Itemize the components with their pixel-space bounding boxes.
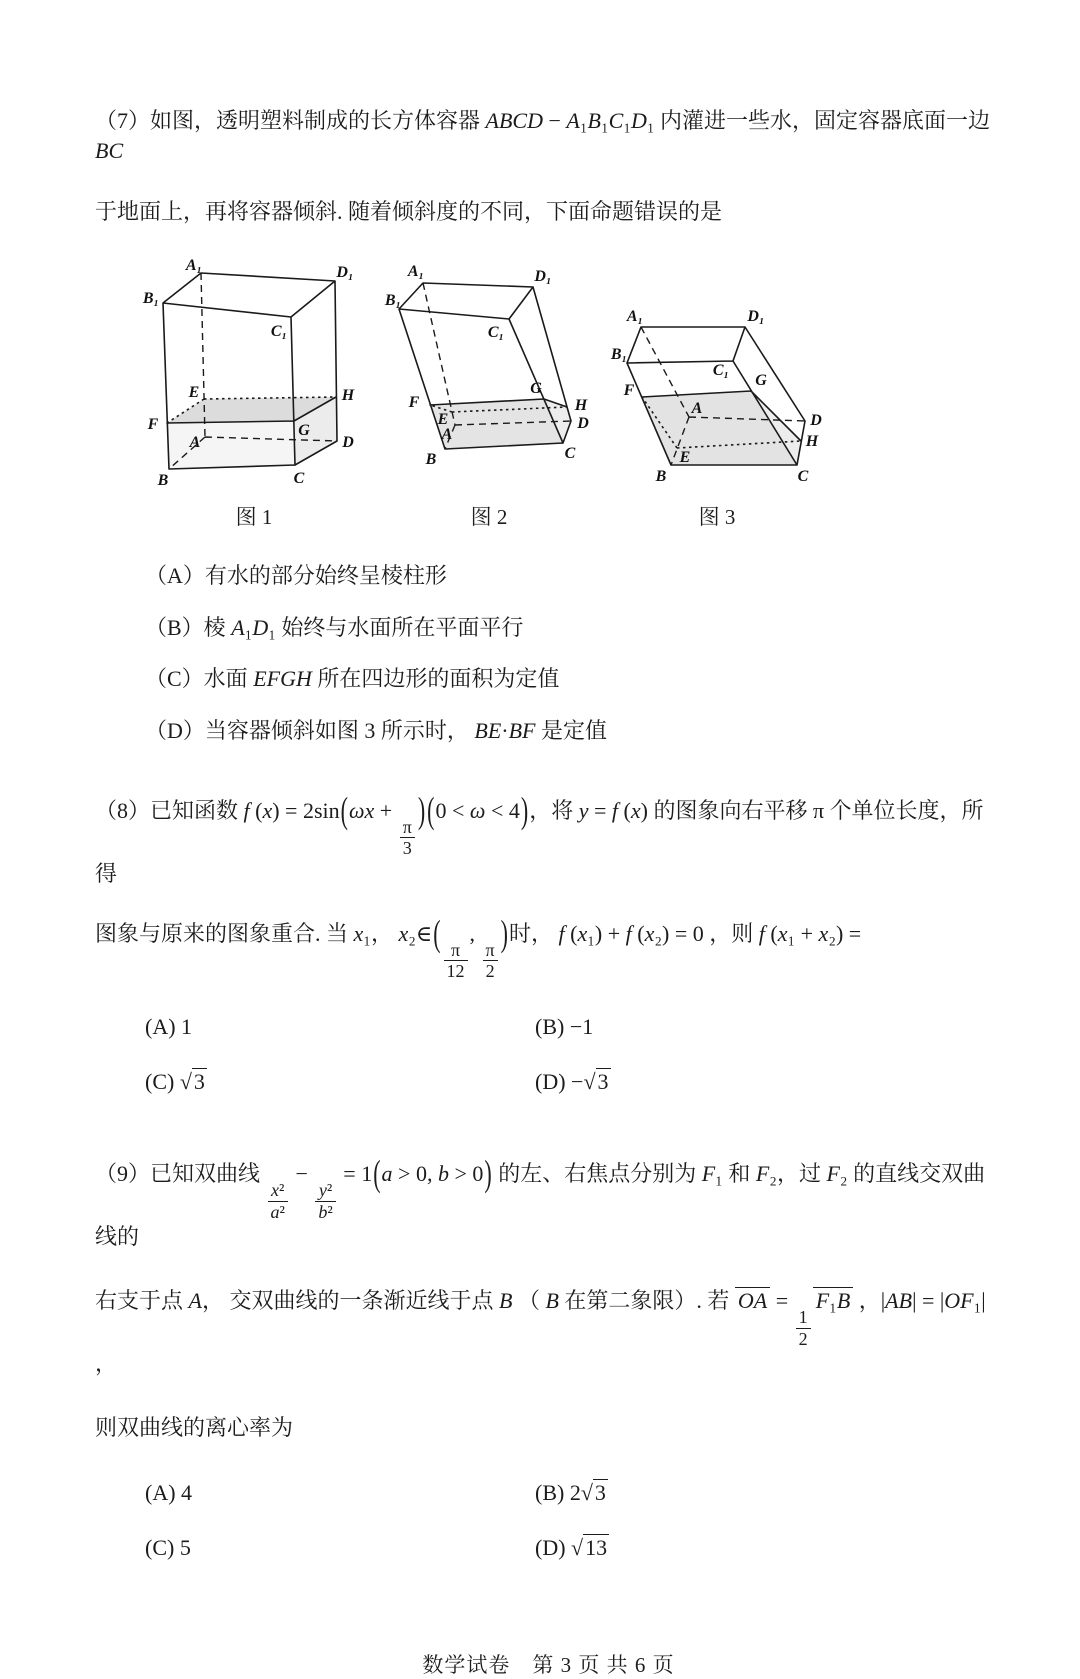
vertex-label-f: F xyxy=(147,416,159,434)
figure-1 xyxy=(139,257,369,531)
question-7-line-2: 于地面上，再将容器倾斜. 随着倾斜度的不同，下面命题错误的是 xyxy=(95,198,723,224)
vertex-label-e: E xyxy=(188,384,200,402)
option-9-b: (B) 2√3 xyxy=(535,1479,606,1505)
question-7 xyxy=(95,106,1002,746)
vertex-label-b1: B₁ xyxy=(142,290,160,308)
figure-2-caption: 图 2 xyxy=(470,505,508,530)
question-7-options xyxy=(95,561,1002,746)
vertex-label-c1: C₁ xyxy=(270,323,288,341)
vertex-label-d: D xyxy=(810,412,822,430)
figure-1-drawing xyxy=(139,257,369,489)
figure-1-caption: 图 1 xyxy=(235,505,273,530)
figure-3-caption: 图 3 xyxy=(698,505,736,530)
option-8-c: (C) √3 xyxy=(145,1069,205,1095)
figure-2 xyxy=(383,257,595,531)
vertex-label-h: H xyxy=(574,397,588,415)
figure-2-drawing xyxy=(383,257,595,489)
option-9-d: (D) √13 xyxy=(535,1535,608,1561)
vertex-label-b: B xyxy=(157,472,169,490)
question-8-options xyxy=(95,1012,1002,1097)
figure-3 xyxy=(609,307,825,531)
question-9-options xyxy=(95,1478,1002,1563)
option-8-a: (A) 1 xyxy=(145,1013,193,1039)
vertex-label-c1: C₁ xyxy=(487,324,505,342)
vertex-label-a1: A₁ xyxy=(626,308,644,326)
vertex-label-e: E xyxy=(679,449,691,467)
vertex-label-b: B xyxy=(425,451,437,469)
vertex-label-b: B xyxy=(655,468,667,486)
vertex-label-d1: D₁ xyxy=(534,268,552,286)
vertex-label-f: F xyxy=(623,382,635,400)
vertex-label-c: C xyxy=(564,445,576,463)
vertex-label-c1: C₁ xyxy=(712,362,730,380)
question-8 xyxy=(95,788,1002,1097)
option-9-c: (C) 5 xyxy=(145,1535,191,1561)
box-top-face xyxy=(627,327,745,363)
question-9-line-2: 右支于点 A， 交双曲线的一条渐近线于点 B （ B 在第二象限）. 若 OA = $\frac{1}{2}$ F₁B ，|AB| = |OF₁| ， xyxy=(95,1288,986,1376)
vertex-label-b1: B₁ xyxy=(610,346,628,364)
option-7-b: （B）棱 A₁D₁ 始终与水面所在平面平行 xyxy=(145,614,524,640)
vertex-label-a: A xyxy=(691,400,703,418)
option-8-d: (D) −√3 xyxy=(535,1069,609,1095)
option-7-a: （A）有水的部分始终呈棱柱形 xyxy=(145,563,447,589)
vertex-label-a1: A₁ xyxy=(407,263,425,281)
vertex-label-d: D xyxy=(342,434,354,452)
option-7-d: （D）当容器倾斜如图 3 所示时， BE·BF 是定值 xyxy=(145,718,608,744)
vertex-label-a: A xyxy=(189,434,201,452)
option-9-a: (A) 4 xyxy=(145,1479,193,1505)
vertex-label-d1: D₁ xyxy=(336,264,354,282)
vertex-label-h: H xyxy=(341,387,355,405)
vertex-label-c: C xyxy=(797,468,809,486)
vertex-label-f: F xyxy=(408,394,420,412)
vertex-label-h: H xyxy=(805,433,819,451)
question-9-line-3: 则双曲线的离心率为 xyxy=(95,1415,294,1441)
vertex-label-g: G xyxy=(755,372,767,390)
vertex-label-a1: A₁ xyxy=(185,257,203,275)
water-front-strip xyxy=(167,421,295,469)
question-8-line-2: 图象与原来的图象重合. 当 x₁， x₂∈( $\frac{\pi}{12}$ , $\frac{\pi}{2}$ )时， f (x₁) + f (x₂) = 0 ，则 f (x₁ + x₂) = xyxy=(95,911,862,982)
question-9-line-1: （9）已知双曲线 $\frac{\text{x²}}{\text{a²}}$ − $\frac{\text{y²}}{\text{b²}}$ = 1(a > 0, b > 0) 的左、右焦点分别为 F₁ 和 F₂，过 F₂ 的直线交双曲线的 xyxy=(95,1151,986,1249)
vertex-label-b1: B₁ xyxy=(384,292,402,310)
vertex-label-c: C xyxy=(293,470,305,488)
question-8-line-1: （8）已知函数 f (x) = 2sin(ωx + $\frac{\pi}{3}$ )(0 < ω < 4)，将 y = f (x) 的图象向右平移 π 个单位长度，所得 xyxy=(95,788,984,886)
vertex-label-a: A xyxy=(441,426,453,444)
question-9 xyxy=(95,1151,1002,1563)
vertex-label-d: D xyxy=(577,415,589,433)
question-7-line-1: （7）如图，透明塑料制成的长方体容器 ABCD − A₁B₁C₁D₁ 内灌进一些水，固定容器底面一边 BC xyxy=(95,108,991,164)
option-7-c: （C）水面 EFGH 所在四边形的面积为定值 xyxy=(145,666,560,692)
vertex-label-e: E xyxy=(437,411,449,429)
page-footer: 数学试卷 第 3 页 共 6 页 xyxy=(422,1652,675,1677)
vertex-label-g: G xyxy=(530,380,542,398)
figure-row xyxy=(139,257,1002,531)
figure-3-drawing xyxy=(609,307,825,489)
vertex-label-g: G xyxy=(298,422,310,440)
vertex-label-d1: D₁ xyxy=(747,308,765,326)
option-8-b: (B) −1 xyxy=(535,1013,594,1039)
